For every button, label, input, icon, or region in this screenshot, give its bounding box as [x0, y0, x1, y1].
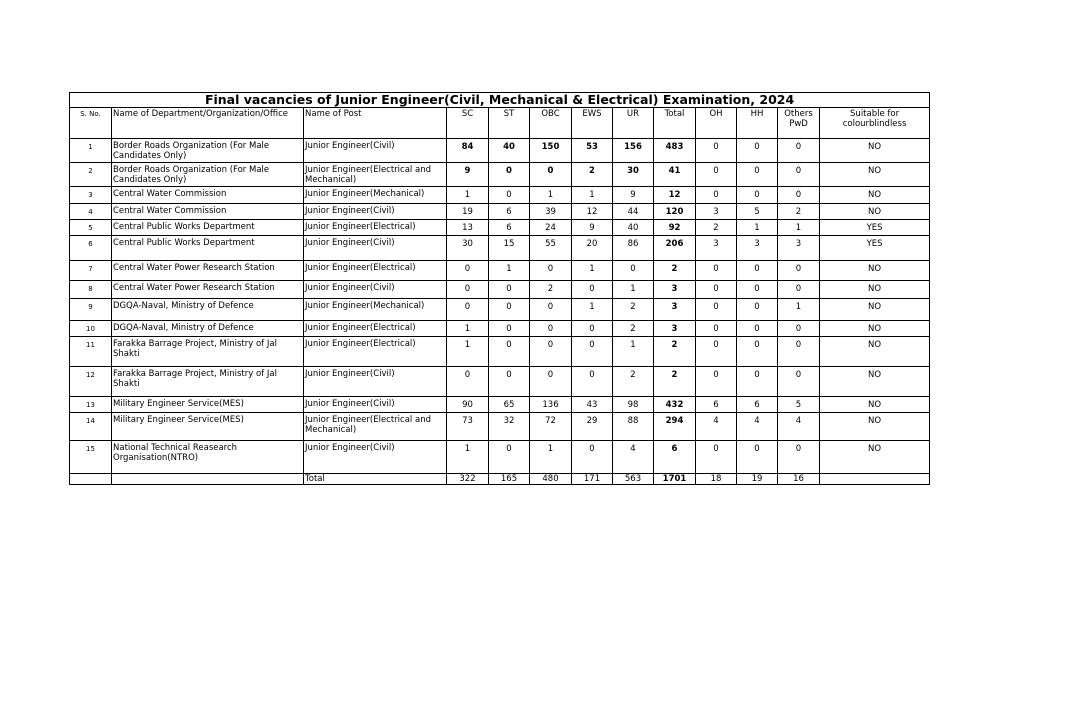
totals-others-pwd: 16: [778, 474, 820, 485]
totals-hh: 19: [737, 474, 778, 485]
cell-oh: 0: [696, 321, 737, 337]
cell-hh: 0: [737, 337, 778, 367]
cell-total: 2: [654, 337, 696, 367]
cell-sno: 4: [70, 204, 112, 220]
cell-total: 2: [654, 367, 696, 397]
cell-total: 3: [654, 321, 696, 337]
cell-colourblind: YES: [820, 236, 930, 261]
totals-label: Total: [304, 474, 447, 485]
cell-oh: 0: [696, 337, 737, 367]
cell-ur: 98: [613, 397, 654, 413]
cell-empty: [70, 474, 112, 485]
cell-st: 0: [489, 299, 530, 321]
cell-ur: 86: [613, 236, 654, 261]
table-row: [70, 187, 930, 204]
cell-department: Border Roads Organization (For Male Candidates Only): [112, 163, 304, 187]
cell-sc: 1: [447, 337, 489, 367]
cell-st: 6: [489, 220, 530, 236]
header-sc: SC: [447, 108, 489, 139]
cell-others-pwd: 0: [778, 337, 820, 367]
cell-others-pwd: 3: [778, 236, 820, 261]
cell-obc: 2: [530, 281, 572, 299]
cell-oh: 6: [696, 397, 737, 413]
cell-ur: 1: [613, 281, 654, 299]
cell-hh: 3: [737, 236, 778, 261]
cell-st: 1: [489, 261, 530, 281]
cell-empty: [112, 474, 304, 485]
cell-ews: 9: [572, 220, 613, 236]
cell-ews: 1: [572, 261, 613, 281]
cell-sc: 0: [447, 281, 489, 299]
header-oh: OH: [696, 108, 737, 139]
cell-hh: 6: [737, 397, 778, 413]
cell-department: Military Engineer Service(MES): [112, 397, 304, 413]
cell-hh: 0: [737, 281, 778, 299]
cell-st: 40: [489, 139, 530, 163]
cell-post: Junior Engineer(Civil): [304, 204, 447, 220]
cell-colourblind: NO: [820, 321, 930, 337]
cell-st: 0: [489, 281, 530, 299]
table-row: [70, 220, 930, 236]
cell-st: 0: [489, 441, 530, 474]
totals-oh: 18: [696, 474, 737, 485]
cell-hh: 0: [737, 187, 778, 204]
cell-sc: 90: [447, 397, 489, 413]
table-row: [70, 204, 930, 220]
cell-colourblind: NO: [820, 163, 930, 187]
cell-oh: 0: [696, 367, 737, 397]
header-total: Total: [654, 108, 696, 139]
cell-obc: 39: [530, 204, 572, 220]
cell-post: Junior Engineer(Electrical): [304, 321, 447, 337]
cell-post: Junior Engineer(Mechanical): [304, 187, 447, 204]
cell-sno: 1: [70, 139, 112, 163]
cell-st: 32: [489, 413, 530, 441]
totals-ur: 563: [613, 474, 654, 485]
cell-ur: 4: [613, 441, 654, 474]
cell-hh: 0: [737, 261, 778, 281]
cell-total: 41: [654, 163, 696, 187]
cell-department: Farakka Barrage Project, Ministry of Jal Shakti: [112, 337, 304, 367]
cell-hh: 0: [737, 139, 778, 163]
cell-total: 6: [654, 441, 696, 474]
totals-ews: 171: [572, 474, 613, 485]
cell-obc: 1: [530, 187, 572, 204]
header-ur: UR: [613, 108, 654, 139]
header-st: ST: [489, 108, 530, 139]
cell-st: 0: [489, 187, 530, 204]
cell-ur: 40: [613, 220, 654, 236]
cell-total: 12: [654, 187, 696, 204]
cell-hh: 4: [737, 413, 778, 441]
cell-hh: 1: [737, 220, 778, 236]
table-row: [70, 261, 930, 281]
cell-post: Junior Engineer(Civil): [304, 367, 447, 397]
cell-others-pwd: 1: [778, 299, 820, 321]
cell-others-pwd: 5: [778, 397, 820, 413]
cell-post: Junior Engineer(Civil): [304, 281, 447, 299]
cell-obc: 0: [530, 367, 572, 397]
header-post: Name of Post: [304, 108, 447, 139]
cell-sc: 19: [447, 204, 489, 220]
cell-obc: 0: [530, 321, 572, 337]
cell-ews: 1: [572, 299, 613, 321]
cell-others-pwd: 0: [778, 139, 820, 163]
cell-st: 0: [489, 163, 530, 187]
cell-post: Junior Engineer(Electrical and Mechanical): [304, 163, 447, 187]
cell-department: Central Public Works Department: [112, 220, 304, 236]
cell-ews: 2: [572, 163, 613, 187]
cell-post: Junior Engineer(Electrical): [304, 220, 447, 236]
table-row: [70, 139, 930, 163]
cell-oh: 3: [696, 204, 737, 220]
cell-colourblind: NO: [820, 337, 930, 367]
cell-ews: 20: [572, 236, 613, 261]
cell-obc: 55: [530, 236, 572, 261]
cell-sno: 7: [70, 261, 112, 281]
cell-ur: 9: [613, 187, 654, 204]
cell-obc: 0: [530, 337, 572, 367]
cell-obc: 1: [530, 441, 572, 474]
cell-others-pwd: 0: [778, 281, 820, 299]
cell-sc: 1: [447, 321, 489, 337]
cell-sno: 3: [70, 187, 112, 204]
cell-total: 92: [654, 220, 696, 236]
cell-ur: 156: [613, 139, 654, 163]
cell-sno: 14: [70, 413, 112, 441]
cell-total: 206: [654, 236, 696, 261]
table-row: [70, 236, 930, 261]
header-obc: OBC: [530, 108, 572, 139]
cell-others-pwd: 0: [778, 163, 820, 187]
cell-sno: 9: [70, 299, 112, 321]
cell-colourblind: NO: [820, 299, 930, 321]
cell-sc: 73: [447, 413, 489, 441]
cell-total: 120: [654, 204, 696, 220]
cell-sno: 11: [70, 337, 112, 367]
cell-colourblind: NO: [820, 281, 930, 299]
cell-hh: 0: [737, 299, 778, 321]
cell-st: 0: [489, 367, 530, 397]
cell-empty: [820, 474, 930, 485]
cell-ews: 0: [572, 321, 613, 337]
cell-total: 294: [654, 413, 696, 441]
cell-ews: 0: [572, 281, 613, 299]
cell-sno: 5: [70, 220, 112, 236]
cell-post: Junior Engineer(Electrical): [304, 337, 447, 367]
cell-sno: 8: [70, 281, 112, 299]
cell-ews: 0: [572, 337, 613, 367]
totals-st: 165: [489, 474, 530, 485]
cell-oh: 0: [696, 187, 737, 204]
cell-sc: 1: [447, 187, 489, 204]
cell-total: 3: [654, 281, 696, 299]
header-sno: S. No.: [70, 108, 112, 139]
cell-sc: 0: [447, 367, 489, 397]
header-ews: EWS: [572, 108, 613, 139]
cell-department: National Technical Reasearch Organisation(NTRO): [112, 441, 304, 474]
cell-sc: 1: [447, 441, 489, 474]
cell-st: 15: [489, 236, 530, 261]
cell-colourblind: NO: [820, 204, 930, 220]
cell-ur: 2: [613, 367, 654, 397]
table-title: Final vacancies of Junior Engineer(Civil, Mechanical & Electrical) Examination, 2024: [70, 93, 930, 108]
cell-st: 0: [489, 337, 530, 367]
totals-total: 1701: [654, 474, 696, 485]
cell-obc: 136: [530, 397, 572, 413]
cell-others-pwd: 0: [778, 441, 820, 474]
cell-post: Junior Engineer(Civil): [304, 139, 447, 163]
cell-obc: 150: [530, 139, 572, 163]
cell-sc: 84: [447, 139, 489, 163]
cell-sno: 6: [70, 236, 112, 261]
header-hh: HH: [737, 108, 778, 139]
cell-sc: 30: [447, 236, 489, 261]
cell-total: 483: [654, 139, 696, 163]
cell-others-pwd: 0: [778, 261, 820, 281]
cell-sc: 9: [447, 163, 489, 187]
cell-others-pwd: 0: [778, 321, 820, 337]
table-row: [70, 337, 930, 367]
cell-ur: 88: [613, 413, 654, 441]
cell-ews: 0: [572, 367, 613, 397]
cell-department: Central Water Power Research Station: [112, 261, 304, 281]
cell-obc: 0: [530, 261, 572, 281]
table-row: [70, 281, 930, 299]
cell-obc: 0: [530, 299, 572, 321]
cell-obc: 72: [530, 413, 572, 441]
header-others-pwd: Others PwD: [778, 108, 820, 139]
cell-hh: 5: [737, 204, 778, 220]
cell-ews: 0: [572, 441, 613, 474]
table-row: [70, 321, 930, 337]
totals-obc: 480: [530, 474, 572, 485]
cell-ews: 1: [572, 187, 613, 204]
cell-post: Junior Engineer(Mechanical): [304, 299, 447, 321]
cell-sc: 13: [447, 220, 489, 236]
cell-department: Central Public Works Department: [112, 236, 304, 261]
cell-st: 65: [489, 397, 530, 413]
cell-oh: 0: [696, 163, 737, 187]
cell-colourblind: NO: [820, 397, 930, 413]
cell-obc: 0: [530, 163, 572, 187]
cell-hh: 0: [737, 441, 778, 474]
cell-post: Junior Engineer(Electrical and Mechanical): [304, 413, 447, 441]
cell-oh: 2: [696, 220, 737, 236]
cell-department: Farakka Barrage Project, Ministry of Jal Shakti: [112, 367, 304, 397]
table-row: [70, 413, 930, 441]
cell-sno: 10: [70, 321, 112, 337]
cell-colourblind: NO: [820, 441, 930, 474]
cell-oh: 0: [696, 261, 737, 281]
cell-colourblind: NO: [820, 413, 930, 441]
cell-oh: 0: [696, 299, 737, 321]
cell-total: 3: [654, 299, 696, 321]
table-row: [70, 397, 930, 413]
cell-colourblind: YES: [820, 220, 930, 236]
cell-ur: 2: [613, 321, 654, 337]
cell-others-pwd: 4: [778, 413, 820, 441]
cell-colourblind: NO: [820, 261, 930, 281]
cell-ews: 12: [572, 204, 613, 220]
cell-hh: 0: [737, 321, 778, 337]
cell-ews: 53: [572, 139, 613, 163]
cell-st: 6: [489, 204, 530, 220]
cell-department: DGQA-Naval, Ministry of Defence: [112, 299, 304, 321]
cell-oh: 0: [696, 139, 737, 163]
totals-row: [70, 474, 930, 485]
cell-others-pwd: 0: [778, 187, 820, 204]
cell-obc: 24: [530, 220, 572, 236]
cell-sno: 12: [70, 367, 112, 397]
vacancy-table: [69, 92, 930, 485]
cell-department: Central Water Commission: [112, 187, 304, 204]
cell-sno: 13: [70, 397, 112, 413]
cell-ur: 0: [613, 261, 654, 281]
cell-post: Junior Engineer(Civil): [304, 441, 447, 474]
cell-ews: 29: [572, 413, 613, 441]
cell-post: Junior Engineer(Civil): [304, 397, 447, 413]
cell-oh: 4: [696, 413, 737, 441]
cell-colourblind: NO: [820, 367, 930, 397]
cell-hh: 0: [737, 367, 778, 397]
header-department: Name of Department/Organization/Office: [112, 108, 304, 139]
cell-colourblind: NO: [820, 139, 930, 163]
title-row: [70, 93, 930, 108]
cell-others-pwd: 0: [778, 367, 820, 397]
cell-total: 432: [654, 397, 696, 413]
cell-ews: 43: [572, 397, 613, 413]
cell-oh: 0: [696, 281, 737, 299]
cell-post: Junior Engineer(Civil): [304, 236, 447, 261]
cell-sc: 0: [447, 299, 489, 321]
cell-total: 2: [654, 261, 696, 281]
cell-department: Central Water Commission: [112, 204, 304, 220]
cell-ur: 1: [613, 337, 654, 367]
cell-department: DGQA-Naval, Ministry of Defence: [112, 321, 304, 337]
cell-ur: 44: [613, 204, 654, 220]
cell-st: 0: [489, 321, 530, 337]
cell-others-pwd: 2: [778, 204, 820, 220]
cell-sc: 0: [447, 261, 489, 281]
cell-department: Border Roads Organization (For Male Candidates Only): [112, 139, 304, 163]
table-row: [70, 367, 930, 397]
cell-ur: 2: [613, 299, 654, 321]
cell-oh: 0: [696, 441, 737, 474]
totals-sc: 322: [447, 474, 489, 485]
table-row: [70, 299, 930, 321]
header-row: [70, 108, 930, 139]
cell-sno: 15: [70, 441, 112, 474]
header-colourblind: Suitable for colourblindless: [820, 108, 930, 139]
cell-hh: 0: [737, 163, 778, 187]
cell-department: Military Engineer Service(MES): [112, 413, 304, 441]
cell-post: Junior Engineer(Electrical): [304, 261, 447, 281]
cell-oh: 3: [696, 236, 737, 261]
table-row: [70, 163, 930, 187]
cell-others-pwd: 1: [778, 220, 820, 236]
cell-colourblind: NO: [820, 187, 930, 204]
cell-sno: 2: [70, 163, 112, 187]
cell-ur: 30: [613, 163, 654, 187]
table-row: [70, 441, 930, 474]
cell-department: Central Water Power Research Station: [112, 281, 304, 299]
